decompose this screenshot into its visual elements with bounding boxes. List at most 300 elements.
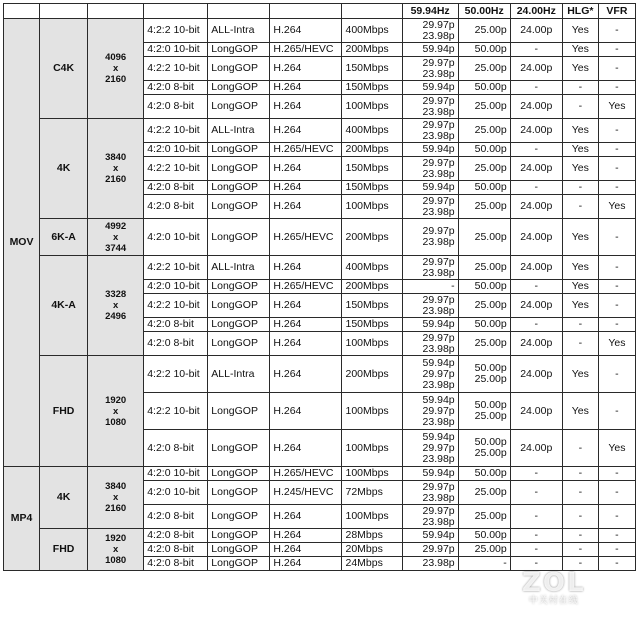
vfr-cell: [598, 119, 635, 143]
gop-cell: [208, 95, 270, 119]
fps-50-00-cell-line: 25.00p: [474, 299, 507, 311]
hlg-cell-text: Yes: [571, 24, 589, 36]
fps-50-00-cell: [458, 294, 510, 318]
bitrate-cell-text: 400Mbps: [345, 261, 389, 273]
fps-59-94-cell-line: 23.98p: [422, 129, 455, 142]
gop-cell-text: LongGOP: [211, 280, 258, 292]
codec-cell-text: H.264: [273, 404, 302, 417]
resolution-name: 4K-A: [51, 299, 76, 311]
bitrate-cell: [342, 95, 402, 119]
fps-59-94-cell: [402, 393, 458, 430]
codec-cell: [270, 280, 342, 294]
codec-cell: [270, 119, 342, 143]
gop-cell-text: LongGOP: [211, 143, 258, 155]
fps-59-94-cell: [402, 543, 458, 557]
hlg-cell: [562, 280, 598, 294]
fps-59-94-cell: [402, 430, 458, 467]
bitrate-cell-text: 150Mbps: [345, 162, 389, 174]
fps-50-00-cell-line: 25.00p: [474, 200, 507, 212]
bitrate-cell: [342, 356, 402, 393]
resolution-name-cell: [40, 19, 88, 119]
codec-cell: [270, 19, 342, 43]
vfr-cell-text: -: [615, 529, 619, 541]
fps-50-00-cell: [458, 529, 510, 543]
fps-24-00-cell-line: -: [534, 467, 539, 479]
fps-50-00-cell-line: 25.00p: [474, 510, 507, 522]
vfr-cell: [598, 157, 635, 181]
bitrate-cell: [342, 19, 402, 43]
fps-50-00-cell: [458, 467, 510, 481]
hlg-cell: [562, 356, 598, 393]
sampling-cell: [144, 143, 208, 157]
resolution-size-line: x: [113, 492, 119, 503]
format-row: [4, 467, 636, 481]
fps-50-00-cell: [458, 356, 510, 393]
fps-59-94-cell: [402, 318, 458, 332]
resolution-size-cell: [88, 219, 144, 256]
gop-cell-text: ALL-Intra: [211, 124, 255, 136]
codec-cell-text: H.265/HEVC: [273, 467, 334, 479]
gop-cell-text: LongGOP: [211, 230, 258, 243]
fps-59-94-cell: [402, 294, 458, 318]
fps-59-94-cell: [402, 95, 458, 119]
fps-59-94-cell-line: 59.94p: [422, 318, 455, 330]
bitrate-cell-text: 20Mbps: [345, 543, 383, 555]
bitrate-cell-text: 200Mbps: [345, 43, 389, 55]
fps-24-00-cell: [510, 505, 562, 529]
sampling-cell: [144, 393, 208, 430]
sampling-cell-text: 4:2:0 8-bit: [147, 81, 194, 93]
sampling-cell-text: 4:2:0 10-bit: [147, 230, 200, 243]
codec-cell: [270, 529, 342, 543]
fps-59-94-cell: [402, 157, 458, 181]
gop-cell-text: LongGOP: [211, 337, 258, 349]
resolution-size-cell: [88, 467, 144, 529]
resolution-size-line: 3840: [105, 481, 127, 492]
bitrate-cell: [342, 294, 402, 318]
fps-24-00-cell-line: -: [534, 318, 539, 330]
hlg-cell-text: Yes: [571, 280, 589, 292]
resolution-name-cell: [40, 119, 88, 219]
gop-cell: [208, 81, 270, 95]
hlg-cell-text: -: [578, 81, 583, 93]
hlg-cell: [562, 95, 598, 119]
fps-59-94-cell-line: 29.97p: [422, 18, 455, 31]
resolution-size-line: x: [113, 163, 119, 174]
sampling-cell: [144, 430, 208, 467]
codec-cell-text: H.265/HEVC: [273, 43, 334, 55]
fps-24-00-cell: [510, 95, 562, 119]
bitrate-cell-text: 28Mbps: [345, 529, 383, 541]
fps-59-94-cell-line: 29.97p: [422, 255, 455, 268]
gop-cell-text: LongGOP: [211, 318, 258, 330]
fps-50-00-cell: [458, 219, 510, 256]
bitrate-cell: [342, 43, 402, 57]
fps-59-94-cell-line: 23.98p: [422, 67, 455, 80]
codec-cell: [270, 332, 342, 356]
vfr-cell-text: -: [615, 62, 619, 74]
hlg-cell: [562, 393, 598, 430]
gop-cell: [208, 332, 270, 356]
bitrate-cell-text: 100Mbps: [345, 510, 389, 522]
codec-cell-text: H.264: [273, 100, 302, 112]
sampling-cell: [144, 332, 208, 356]
fps-59-94-cell: [402, 467, 458, 481]
codec-cell-text: H.264: [273, 441, 302, 454]
vfr-cell: [598, 393, 635, 430]
fps-50-00-cell: [458, 481, 510, 505]
codec-cell-text: H.264: [273, 318, 302, 330]
fps-59-94-cell-line: 29.97p: [422, 293, 455, 306]
fps-50-00-cell: [458, 256, 510, 280]
sampling-cell-text: 4:2:0 8-bit: [147, 441, 194, 454]
codec-cell: [270, 467, 342, 481]
sampling-cell: [144, 481, 208, 505]
resolution-size-line: 4992: [105, 220, 127, 232]
fps-50-00-cell: [458, 318, 510, 332]
vfr-cell-text: -: [615, 367, 619, 380]
fps-59-94-cell: [402, 529, 458, 543]
sampling-cell: [144, 294, 208, 318]
fps-59-94-cell-line: 59.94p: [422, 529, 455, 541]
vfr-cell-text: Yes: [608, 200, 626, 212]
bitrate-cell: [342, 219, 402, 256]
fps-59-94-cell: [402, 332, 458, 356]
fps-50-00-cell-line: 25.00p: [474, 24, 507, 36]
codec-cell: [270, 95, 342, 119]
fps-59-94-cell-line: 23.98p: [422, 105, 455, 118]
fps-24-00-cell-line: 24.00p: [520, 162, 553, 174]
sampling-cell-text: 4:2:0 8-bit: [147, 510, 194, 522]
resolution-name-cell: [40, 529, 88, 571]
fps-59-94-cell-line: 29.97p: [422, 367, 455, 380]
hlg-cell-text: -: [578, 486, 583, 498]
gop-cell-text: LongGOP: [211, 81, 258, 93]
gop-cell: [208, 143, 270, 157]
fps-59-94-cell-line: 29.97p: [422, 404, 455, 417]
resolution-size-line: x: [113, 63, 119, 74]
gop-cell: [208, 481, 270, 505]
gop-cell-text: LongGOP: [211, 181, 258, 193]
codec-cell-text: H.264: [273, 367, 302, 380]
resolution-name-cell: [40, 467, 88, 529]
vfr-cell: [598, 543, 635, 557]
fps-59-94-cell-line: 23.98p: [422, 304, 455, 317]
fps-24-00-cell-line: 24.00p: [520, 441, 553, 454]
fps-50-00-cell-line: 25.00p: [474, 62, 507, 74]
container-cell-mov: [4, 19, 40, 467]
fps-24-00-cell: [510, 256, 562, 280]
resolution-size-line: x: [113, 300, 119, 311]
gop-cell-text: LongGOP: [211, 43, 258, 55]
sampling-cell: [144, 505, 208, 529]
sampling-cell: [144, 356, 208, 393]
vfr-cell-text: -: [615, 162, 619, 174]
bitrate-cell-text: 100Mbps: [345, 441, 389, 454]
bitrate-cell-text: 200Mbps: [345, 143, 389, 155]
gop-cell: [208, 256, 270, 280]
fps-59-94-cell-line: 23.98p: [422, 205, 455, 218]
table-body: [4, 19, 636, 571]
hlg-cell: [562, 332, 598, 356]
vfr-cell-text: -: [615, 261, 619, 273]
watermark-logo-text: ZOL: [522, 568, 586, 598]
hlg-cell-text: Yes: [571, 43, 589, 55]
gop-cell: [208, 430, 270, 467]
fps-59-94-cell-line: 23.98p: [422, 515, 455, 528]
hlg-cell: [562, 157, 598, 181]
zol-watermark: [522, 570, 586, 606]
bitrate-cell-text: 200Mbps: [345, 280, 389, 292]
resolution-name: 6K-A: [51, 230, 76, 243]
fps-50-00-cell-line: 50.00p: [474, 362, 507, 374]
fps-24-00-cell-line: -: [534, 181, 539, 193]
bitrate-cell: [342, 57, 402, 81]
fps-59-94-cell-line: 59.94p: [422, 393, 455, 406]
fps-50-00-cell: [458, 95, 510, 119]
fps-24-00-cell-line: 24.00p: [520, 337, 553, 349]
hlg-cell-text: Yes: [571, 367, 589, 380]
fps-24-00-cell: [510, 529, 562, 543]
fps-59-94-cell: [402, 219, 458, 256]
fps-59-94-cell-line: -: [451, 280, 455, 292]
fps-24-00-cell: [510, 332, 562, 356]
fps-24-00-cell-line: -: [534, 510, 539, 522]
vfr-cell-text: -: [615, 404, 619, 417]
bitrate-cell: [342, 467, 402, 481]
resolution-size-line: x: [113, 405, 119, 417]
sampling-cell-text: 4:2:2 10-bit: [147, 299, 200, 311]
fps-50-00-cell-line: 50.00p: [474, 318, 507, 330]
sampling-cell-text: 4:2:0 8-bit: [147, 181, 194, 193]
hlg-cell: [562, 57, 598, 81]
sampling-cell: [144, 119, 208, 143]
gop-cell-text: LongGOP: [211, 404, 258, 417]
codec-cell-text: H.264: [273, 261, 302, 273]
gop-cell: [208, 393, 270, 430]
fps-50-00-cell: [458, 557, 510, 571]
bitrate-cell: [342, 119, 402, 143]
hlg-cell-text: -: [578, 557, 583, 569]
vfr-cell-text: -: [615, 81, 619, 93]
sampling-cell-text: 4:2:0 8-bit: [147, 543, 194, 555]
gop-cell: [208, 119, 270, 143]
bitrate-cell: [342, 195, 402, 219]
resolution-size-cell: [88, 256, 144, 356]
fps-59-94-cell-line: 59.94p: [422, 467, 455, 479]
vfr-cell-text: -: [615, 486, 619, 498]
vfr-cell-text: -: [615, 124, 619, 136]
resolution-name-cell: [40, 219, 88, 256]
vfr-cell: [598, 81, 635, 95]
fps-59-94-cell-line: 23.98p: [422, 167, 455, 180]
gop-cell-text: ALL-Intra: [211, 261, 255, 273]
fps-50-00-cell-line: 50.00p: [474, 181, 507, 193]
fps-59-94-cell: [402, 505, 458, 529]
fps-59-94-cell-line: 29.97p: [422, 543, 455, 555]
codec-cell: [270, 356, 342, 393]
fps-24-00-cell: [510, 143, 562, 157]
sampling-cell-text: 4:2:0 10-bit: [147, 43, 200, 55]
watermark-subtext: 中关村在线: [528, 596, 579, 606]
resolution-size-line: 1080: [105, 416, 127, 428]
header-50-00hz: 50.00Hz: [458, 4, 510, 19]
sampling-cell: [144, 543, 208, 557]
hlg-cell: [562, 256, 598, 280]
codec-cell: [270, 318, 342, 332]
sampling-cell: [144, 467, 208, 481]
codec-cell: [270, 256, 342, 280]
sampling-cell: [144, 280, 208, 294]
resolution-size-line: 1080: [105, 555, 127, 566]
vfr-cell: [598, 95, 635, 119]
gop-cell: [208, 505, 270, 529]
vfr-cell-text: -: [615, 24, 619, 36]
fps-24-00-cell: [510, 543, 562, 557]
fps-59-94-cell-line: 23.98p: [422, 491, 455, 504]
vfr-cell-text: -: [615, 280, 619, 292]
fps-59-94-cell: [402, 19, 458, 43]
sampling-cell-text: 4:2:2 10-bit: [147, 162, 200, 174]
resolution-size-line: 2160: [105, 503, 127, 514]
fps-59-94-cell-line: 23.98p: [422, 557, 455, 569]
vfr-cell-text: -: [615, 299, 619, 311]
fps-59-94-cell-line: 23.98p: [422, 342, 455, 355]
sampling-cell-text: 4:2:2 10-bit: [147, 124, 200, 136]
bitrate-cell: [342, 393, 402, 430]
fps-50-00-cell-line: 50.00p: [474, 143, 507, 155]
fps-24-00-cell: [510, 157, 562, 181]
sampling-cell: [144, 181, 208, 195]
hlg-cell-text: -: [578, 529, 583, 541]
fps-24-00-cell: [510, 481, 562, 505]
fps-50-00-cell: [458, 181, 510, 195]
fps-24-00-cell: [510, 294, 562, 318]
fps-50-00-cell: [458, 280, 510, 294]
vfr-cell: [598, 529, 635, 543]
resolution-size-cell: [88, 119, 144, 219]
codec-cell-text: H.264: [273, 62, 302, 74]
fps-59-94-cell-line: 59.94p: [422, 81, 455, 93]
format-row: [4, 356, 636, 393]
sampling-cell-text: 4:2:0 8-bit: [147, 337, 194, 349]
sampling-cell-text: 4:2:0 8-bit: [147, 557, 194, 569]
hlg-cell: [562, 119, 598, 143]
fps-59-94-cell: [402, 481, 458, 505]
codec-cell-text: H.245/HEVC: [273, 486, 334, 498]
sampling-cell-text: 4:2:2 10-bit: [147, 24, 200, 36]
hlg-cell-text: Yes: [571, 143, 589, 155]
bitrate-cell-text: 100Mbps: [345, 200, 389, 212]
vfr-cell-text: -: [615, 467, 619, 479]
fps-50-00-cell: [458, 195, 510, 219]
fps-50-00-cell: [458, 332, 510, 356]
hlg-cell: [562, 219, 598, 256]
sampling-cell: [144, 256, 208, 280]
resolution-size-line: 1920: [105, 394, 127, 406]
resolution-size-line: 4096: [105, 52, 127, 63]
codec-cell-text: H.264: [273, 124, 302, 136]
fps-59-94-cell: [402, 557, 458, 571]
hlg-cell-text: -: [578, 510, 583, 522]
hlg-cell-text: -: [578, 337, 583, 349]
fps-24-00-cell-line: -: [534, 280, 539, 292]
gop-cell-text: LongGOP: [211, 299, 258, 311]
bitrate-cell: [342, 505, 402, 529]
gop-cell-text: LongGOP: [211, 200, 258, 212]
fps-59-94-cell: [402, 256, 458, 280]
fps-50-00-cell: [458, 543, 510, 557]
vfr-cell: [598, 57, 635, 81]
fps-50-00-cell: [458, 143, 510, 157]
gop-cell: [208, 280, 270, 294]
fps-50-00-cell-line: 50.00p: [474, 529, 507, 541]
fps-59-94-cell-line: 29.97p: [422, 118, 455, 131]
codec-cell: [270, 43, 342, 57]
fps-50-00-cell-line: 25.00p: [474, 543, 507, 555]
fps-24-00-cell-line: -: [534, 81, 539, 93]
fps-59-94-cell-line: 23.98p: [422, 378, 455, 391]
fps-24-00-cell: [510, 119, 562, 143]
codec-cell: [270, 57, 342, 81]
resolution-size-line: 3744: [105, 242, 127, 254]
gop-cell: [208, 529, 270, 543]
gop-cell: [208, 57, 270, 81]
vfr-cell-text: Yes: [608, 337, 626, 349]
header-empty-cell: [144, 4, 208, 19]
hlg-cell: [562, 81, 598, 95]
bitrate-cell: [342, 481, 402, 505]
fps-24-00-cell: [510, 19, 562, 43]
hlg-cell: [562, 143, 598, 157]
codec-cell-text: H.264: [273, 543, 302, 555]
sampling-cell: [144, 157, 208, 181]
hlg-cell: [562, 43, 598, 57]
header-empty-cell: [342, 4, 402, 19]
fps-59-94-cell: [402, 119, 458, 143]
vfr-cell: [598, 356, 635, 393]
format-row: [4, 529, 636, 543]
fps-59-94-cell-line: 29.97p: [422, 156, 455, 169]
header-empty-cell: [4, 4, 40, 19]
fps-24-00-cell-line: 24.00p: [520, 124, 553, 136]
fps-50-00-cell-line: 50.00p: [474, 467, 507, 479]
gop-cell: [208, 294, 270, 318]
fps-24-00-cell: [510, 280, 562, 294]
vfr-cell-text: -: [615, 181, 619, 193]
fps-50-00-cell: [458, 157, 510, 181]
codec-cell: [270, 81, 342, 95]
bitrate-cell: [342, 280, 402, 294]
fps-59-94-cell: [402, 195, 458, 219]
vfr-cell: [598, 256, 635, 280]
gop-cell-text: LongGOP: [211, 557, 258, 569]
header-vfr: VFR: [598, 4, 635, 19]
hlg-cell-text: Yes: [571, 162, 589, 174]
fps-24-00-cell: [510, 181, 562, 195]
gop-cell: [208, 557, 270, 571]
bitrate-cell-text: 400Mbps: [345, 24, 389, 36]
gop-cell-text: LongGOP: [211, 441, 258, 454]
fps-50-00-cell-line: 25.00p: [474, 261, 507, 273]
format-row: [4, 119, 636, 143]
codec-cell-text: H.264: [273, 81, 302, 93]
hlg-cell: [562, 543, 598, 557]
hlg-cell: [562, 294, 598, 318]
fps-59-94-cell-line: 59.94p: [422, 143, 455, 155]
vfr-cell: [598, 505, 635, 529]
bitrate-cell-text: 150Mbps: [345, 318, 389, 330]
